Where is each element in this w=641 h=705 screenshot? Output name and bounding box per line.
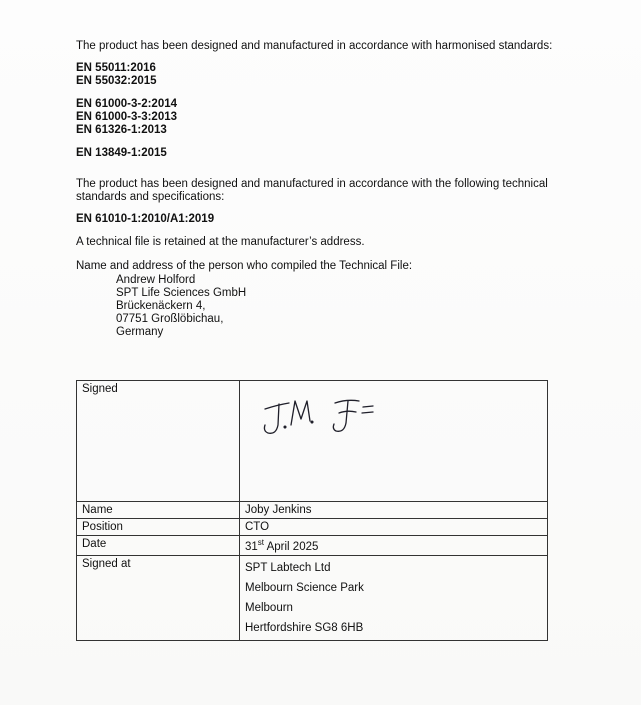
standards-group-safety [76, 147, 576, 160]
table-row [77, 381, 548, 502]
signature-cell [240, 381, 548, 502]
signed-label: Signed [77, 381, 240, 502]
signed-at-line: Hertfordshire SG8 6HB [245, 621, 364, 634]
signature-table [76, 380, 548, 641]
address-line: SPT Life Sciences GmbH [116, 286, 247, 299]
date-rest: April 2025 [264, 540, 319, 553]
date-suffix: st [257, 538, 265, 547]
name-value: Joby Jenkins [240, 502, 548, 519]
harmonised-intro: The product has been designed and manufactured in accordance with harmonised standards: [76, 40, 553, 52]
table-row [77, 536, 548, 556]
date-value [240, 536, 548, 556]
signed-at-value [240, 555, 548, 640]
compiler-address [116, 274, 576, 339]
address-line: Andrew Holford [116, 273, 196, 286]
table-row [77, 555, 548, 640]
signed-at-line: SPT Labtech Ltd [245, 561, 331, 574]
standards-technical [76, 213, 576, 226]
date-day: 31 [245, 540, 258, 553]
table-row [77, 519, 548, 536]
address-line: 07751 Großlöbichau, [116, 312, 224, 325]
standard-item: EN 61010-1:2010/A1:2019 [76, 212, 215, 225]
position-label: Position [77, 519, 240, 536]
position-value: CTO [240, 519, 548, 536]
compiler-intro: Name and address of the person who compiled the Technical File: [76, 260, 413, 272]
standard-item: EN 55032:2015 [76, 74, 157, 87]
signed-at-line: Melbourn [245, 601, 293, 614]
handwritten-signature [255, 389, 395, 445]
standard-item: EN 61000-3-3:2013 [76, 110, 178, 123]
table-row [77, 502, 548, 519]
declaration-body [76, 40, 576, 339]
address-line: Germany [116, 325, 164, 338]
signed-at-label: Signed at [77, 555, 240, 640]
standards-group-power [76, 98, 576, 137]
signed-at-line: Melbourn Science Park [245, 581, 364, 594]
name-label: Name [77, 502, 240, 519]
standards-group-emc [76, 62, 576, 88]
standard-item: EN 55011:2016 [76, 61, 156, 74]
standard-item: EN 13849-1:2015 [76, 146, 167, 159]
standard-item: EN 61000-3-2:2014 [76, 97, 178, 110]
date-label: Date [77, 536, 240, 556]
standard-item: EN 61326-1:2013 [76, 123, 167, 136]
technical-file-note: A technical file is retained at the manufacturer’s address. [76, 235, 365, 248]
address-line: Brückenäckern 4, [116, 299, 206, 312]
technical-intro: The product has been designed and manufactured in accordance with the following technical standards and specifications: [76, 177, 548, 203]
